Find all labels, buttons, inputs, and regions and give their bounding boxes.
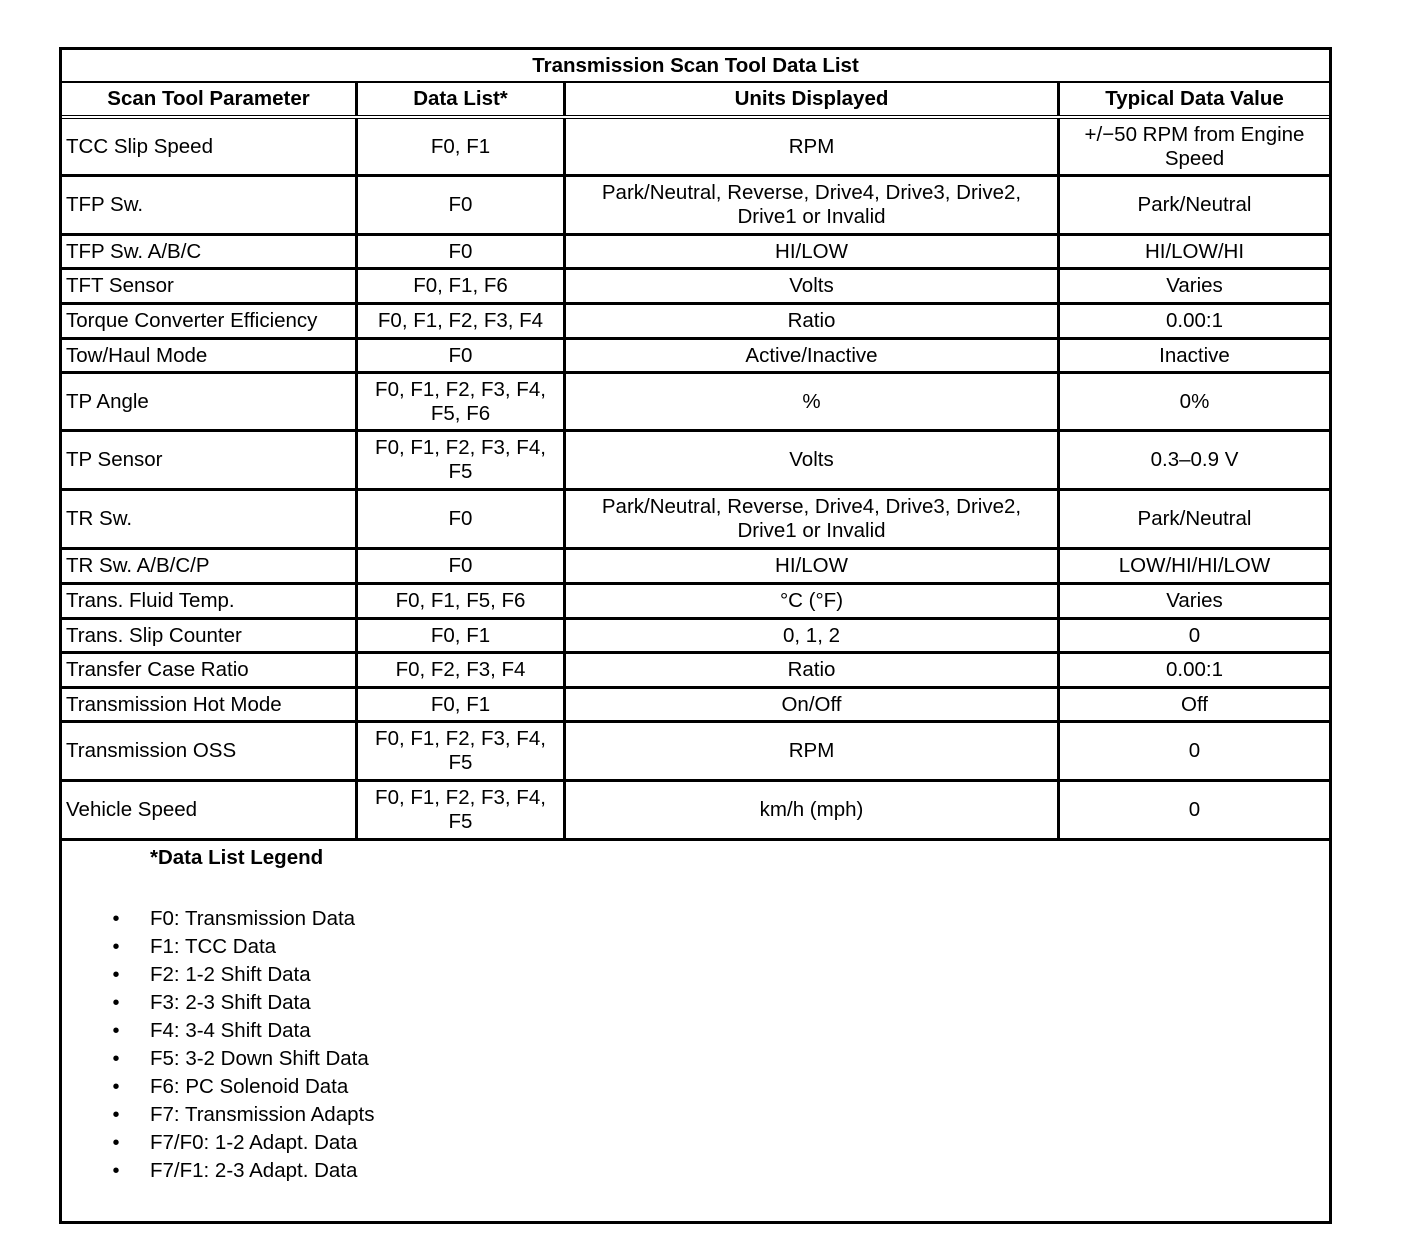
table-row (62, 550, 1329, 585)
units-text: Park/Neutral, Reverse, Drive4, Drive3, Drive2, Drive1 or Invalid (601, 181, 1022, 228)
list-item (62, 989, 374, 1017)
units-text: °C (°F) (779, 589, 844, 612)
list-item (62, 905, 374, 933)
data-list-cell (358, 374, 566, 429)
table-row (62, 340, 1329, 374)
parameter-text: TFP Sw. (66, 193, 144, 216)
units-cell (566, 119, 1060, 174)
data-list-text: F0, F1, F2, F3, F4, F5 (375, 786, 546, 833)
units-cell (566, 689, 1060, 720)
legend-item-text: F7: Transmission Adapts (150, 1103, 375, 1126)
data-list-text: F0, F1, F2, F3, F4, F5 (375, 727, 546, 774)
typical-value-text: Varies (1166, 589, 1223, 612)
data-list-text: F0, F1 (430, 134, 491, 158)
typical-value-cell (1060, 782, 1329, 838)
bullet-icon (110, 905, 122, 933)
typical-value-cell (1060, 236, 1329, 267)
table-title: Transmission Scan Tool Data List (532, 53, 859, 77)
parameter-cell (62, 340, 358, 371)
data-list-text: F0, F1, F2, F3, F4 (377, 309, 544, 332)
units-text: RPM (788, 134, 835, 158)
units-cell (566, 177, 1060, 233)
parameter-cell (62, 689, 358, 720)
table-row (62, 491, 1329, 550)
parameter-text: Transmission OSS (66, 739, 237, 762)
parameter-text: TFT Sensor (66, 274, 174, 297)
legend-item-text: F2: 1-2 Shift Data (150, 963, 311, 986)
data-list-cell (358, 550, 566, 582)
bullet-icon (110, 1017, 122, 1045)
header-parameter-text: Scan Tool Parameter (107, 87, 310, 110)
data-list-text: F0 (448, 554, 473, 577)
parameter-text: TCC Slip Speed (66, 134, 213, 158)
bullet-icon (110, 989, 122, 1017)
data-list-cell (358, 340, 566, 371)
parameter-cell (62, 723, 358, 779)
legend-item-text: F5: 3-2 Down Shift Data (150, 1047, 369, 1070)
list-item (62, 1129, 374, 1157)
typical-value-text: Inactive (1159, 343, 1230, 367)
typical-value-text: 0.00:1 (1166, 309, 1223, 332)
data-list-text: F0, F1, F2, F3, F4, F5 (375, 436, 546, 483)
table-row (62, 374, 1329, 432)
list-item (62, 1157, 374, 1185)
table-row (62, 689, 1329, 723)
parameter-cell (62, 654, 358, 686)
typical-value-text: HI/LOW/HI (1144, 239, 1245, 263)
list-item (62, 1101, 374, 1129)
units-text: Active/Inactive (745, 343, 878, 367)
data-list-cell (358, 723, 566, 779)
units-cell (566, 236, 1060, 267)
parameter-cell (62, 782, 358, 838)
typical-value-text: 0.00:1 (1166, 658, 1223, 681)
data-list-text: F0 (448, 507, 473, 530)
typical-value-text: Off (1181, 692, 1208, 716)
typical-value-cell (1060, 432, 1329, 488)
parameter-cell (62, 119, 358, 174)
typical-value-text: 0 (1188, 623, 1201, 647)
data-list-text: F0, F1 (430, 692, 491, 716)
units-cell (566, 550, 1060, 582)
data-list-text: F0, F2, F3, F4 (395, 658, 526, 681)
legend-list (62, 905, 374, 1185)
data-list-cell (358, 654, 566, 686)
table-row (62, 432, 1329, 491)
table-row (62, 620, 1329, 654)
units-cell (566, 782, 1060, 838)
units-text: km/h (mph) (759, 798, 864, 821)
bullet-icon (110, 1045, 122, 1073)
typical-value-cell (1060, 374, 1329, 429)
list-item (62, 1045, 374, 1073)
legend-item-text: F0: Transmission Data (150, 907, 356, 930)
typical-value-cell (1060, 491, 1329, 547)
units-cell (566, 491, 1060, 547)
typical-value-cell (1060, 119, 1329, 174)
units-text: Ratio (787, 658, 836, 681)
units-text: Ratio (787, 309, 836, 332)
data-list-cell (358, 491, 566, 547)
units-cell (566, 374, 1060, 429)
units-cell (566, 585, 1060, 617)
parameter-text: Trans. Fluid Temp. (66, 589, 235, 612)
units-text: RPM (788, 739, 835, 762)
legend-item-text: F6: PC Solenoid Data (150, 1075, 349, 1098)
parameter-text: TR Sw. A/B/C/P (66, 554, 210, 577)
data-list-table (59, 47, 1332, 1224)
typical-value-text: 0 (1188, 798, 1201, 821)
list-item (62, 1017, 374, 1045)
table-row (62, 177, 1329, 236)
parameter-cell (62, 432, 358, 488)
typical-value-cell (1060, 550, 1329, 582)
table-header-row (62, 83, 1329, 119)
legend-title: *Data List Legend (150, 846, 324, 869)
bullet-icon (110, 1073, 122, 1101)
data-list-cell (358, 689, 566, 720)
typical-value-cell (1060, 723, 1329, 779)
parameter-cell (62, 374, 358, 429)
data-list-cell (358, 236, 566, 267)
parameter-text: Tow/Haul Mode (66, 343, 208, 367)
typical-value-cell (1060, 620, 1329, 651)
table-title-row (62, 50, 1329, 83)
parameter-text: TP Angle (66, 389, 149, 413)
typical-value-text: Varies (1166, 274, 1223, 297)
parameter-cell (62, 620, 358, 651)
data-list-cell (358, 305, 566, 337)
legend-item-text: F7/F0: 1-2 Adapt. Data (150, 1131, 358, 1154)
data-list-text: F0 (448, 239, 473, 263)
table-row (62, 119, 1329, 177)
typical-value-text: LOW/HI/HI/LOW (1118, 554, 1271, 577)
parameter-text: TFP Sw. A/B/C (66, 239, 202, 263)
data-list-text: F0, F1 (430, 623, 491, 647)
list-item (62, 961, 374, 989)
units-cell (566, 270, 1060, 302)
bullet-icon (110, 1129, 122, 1157)
units-text: Volts (789, 274, 834, 297)
data-list-text: F0, F1, F2, F3, F4, F5, F6 (375, 377, 546, 425)
data-list-legend (62, 841, 1329, 1221)
data-list-cell (358, 585, 566, 617)
typical-value-cell (1060, 177, 1329, 233)
data-list-text: F0, F1, F5, F6 (395, 589, 526, 612)
units-text: HI/LOW (775, 554, 848, 577)
table-row (62, 654, 1329, 689)
units-cell (566, 654, 1060, 686)
units-cell (566, 305, 1060, 337)
parameter-text: Torque Converter Efficiency (66, 309, 318, 332)
parameter-text: Vehicle Speed (66, 798, 198, 821)
list-item (62, 1073, 374, 1101)
legend-item-text: F1: TCC Data (150, 935, 277, 958)
bullet-icon (110, 1157, 122, 1185)
units-text: 0, 1, 2 (783, 623, 840, 647)
units-cell (566, 340, 1060, 371)
parameter-text: Transfer Case Ratio (66, 658, 249, 681)
bullet-icon (110, 933, 122, 961)
typical-value-cell (1060, 305, 1329, 337)
units-text: HI/LOW (775, 239, 848, 263)
parameter-text: TR Sw. (66, 507, 133, 530)
units-text: Volts (789, 448, 834, 471)
table-row (62, 305, 1329, 340)
parameter-text: Trans. Slip Counter (66, 623, 242, 647)
typical-value-text: 0% (1179, 389, 1210, 413)
parameter-cell (62, 236, 358, 267)
parameter-cell (62, 491, 358, 547)
units-cell (566, 723, 1060, 779)
bullet-icon (110, 961, 122, 989)
data-list-text: F0, F1, F6 (413, 274, 508, 297)
units-cell (566, 620, 1060, 651)
units-text: On/Off (781, 692, 842, 716)
table-row (62, 723, 1329, 782)
parameter-cell (62, 177, 358, 233)
data-list-cell (358, 177, 566, 233)
parameter-cell (62, 270, 358, 302)
typical-value-text: Park/Neutral (1137, 507, 1252, 530)
units-text: Park/Neutral, Reverse, Drive4, Drive3, Drive2, Drive1 or Invalid (601, 495, 1022, 542)
data-list-text: F0 (448, 343, 473, 367)
typical-value-cell (1060, 340, 1329, 371)
table-row (62, 270, 1329, 305)
legend-item-text: F3: 2-3 Shift Data (150, 991, 311, 1014)
typical-value-cell (1060, 585, 1329, 617)
parameter-text: Transmission Hot Mode (66, 692, 282, 716)
header-parameter (62, 83, 358, 115)
typical-value-text: 0.3–0.9 V (1150, 448, 1239, 471)
table-row (62, 585, 1329, 620)
units-text: % (802, 389, 821, 413)
list-item (62, 933, 374, 961)
typical-value-cell (1060, 689, 1329, 720)
typical-value-text: 0 (1188, 739, 1201, 762)
header-typical-value (1060, 83, 1329, 115)
header-units (566, 83, 1060, 115)
typical-value-text: +/−50 RPM from Engine Speed (1084, 122, 1305, 170)
parameter-cell (62, 585, 358, 617)
legend-item-text: F7/F1: 2-3 Adapt. Data (150, 1159, 358, 1182)
data-list-cell (358, 782, 566, 838)
data-list-cell (358, 270, 566, 302)
data-list-cell (358, 119, 566, 174)
typical-value-cell (1060, 654, 1329, 686)
table-row (62, 782, 1329, 841)
parameter-text: TP Sensor (66, 448, 163, 471)
header-data-list-text: Data List* (413, 87, 508, 110)
typical-value-cell (1060, 270, 1329, 302)
parameter-cell (62, 305, 358, 337)
bullet-icon (110, 1101, 122, 1129)
units-cell (566, 432, 1060, 488)
typical-value-text: Park/Neutral (1137, 193, 1252, 216)
data-list-cell (358, 432, 566, 488)
data-list-cell (358, 620, 566, 651)
header-data-list (358, 83, 566, 115)
table-row (62, 236, 1329, 270)
header-typical-value-text: Typical Data Value (1105, 87, 1284, 110)
header-units-text: Units Displayed (734, 87, 889, 110)
parameter-cell (62, 550, 358, 582)
legend-item-text: F4: 3-4 Shift Data (150, 1019, 311, 1042)
data-list-text: F0 (448, 193, 473, 216)
